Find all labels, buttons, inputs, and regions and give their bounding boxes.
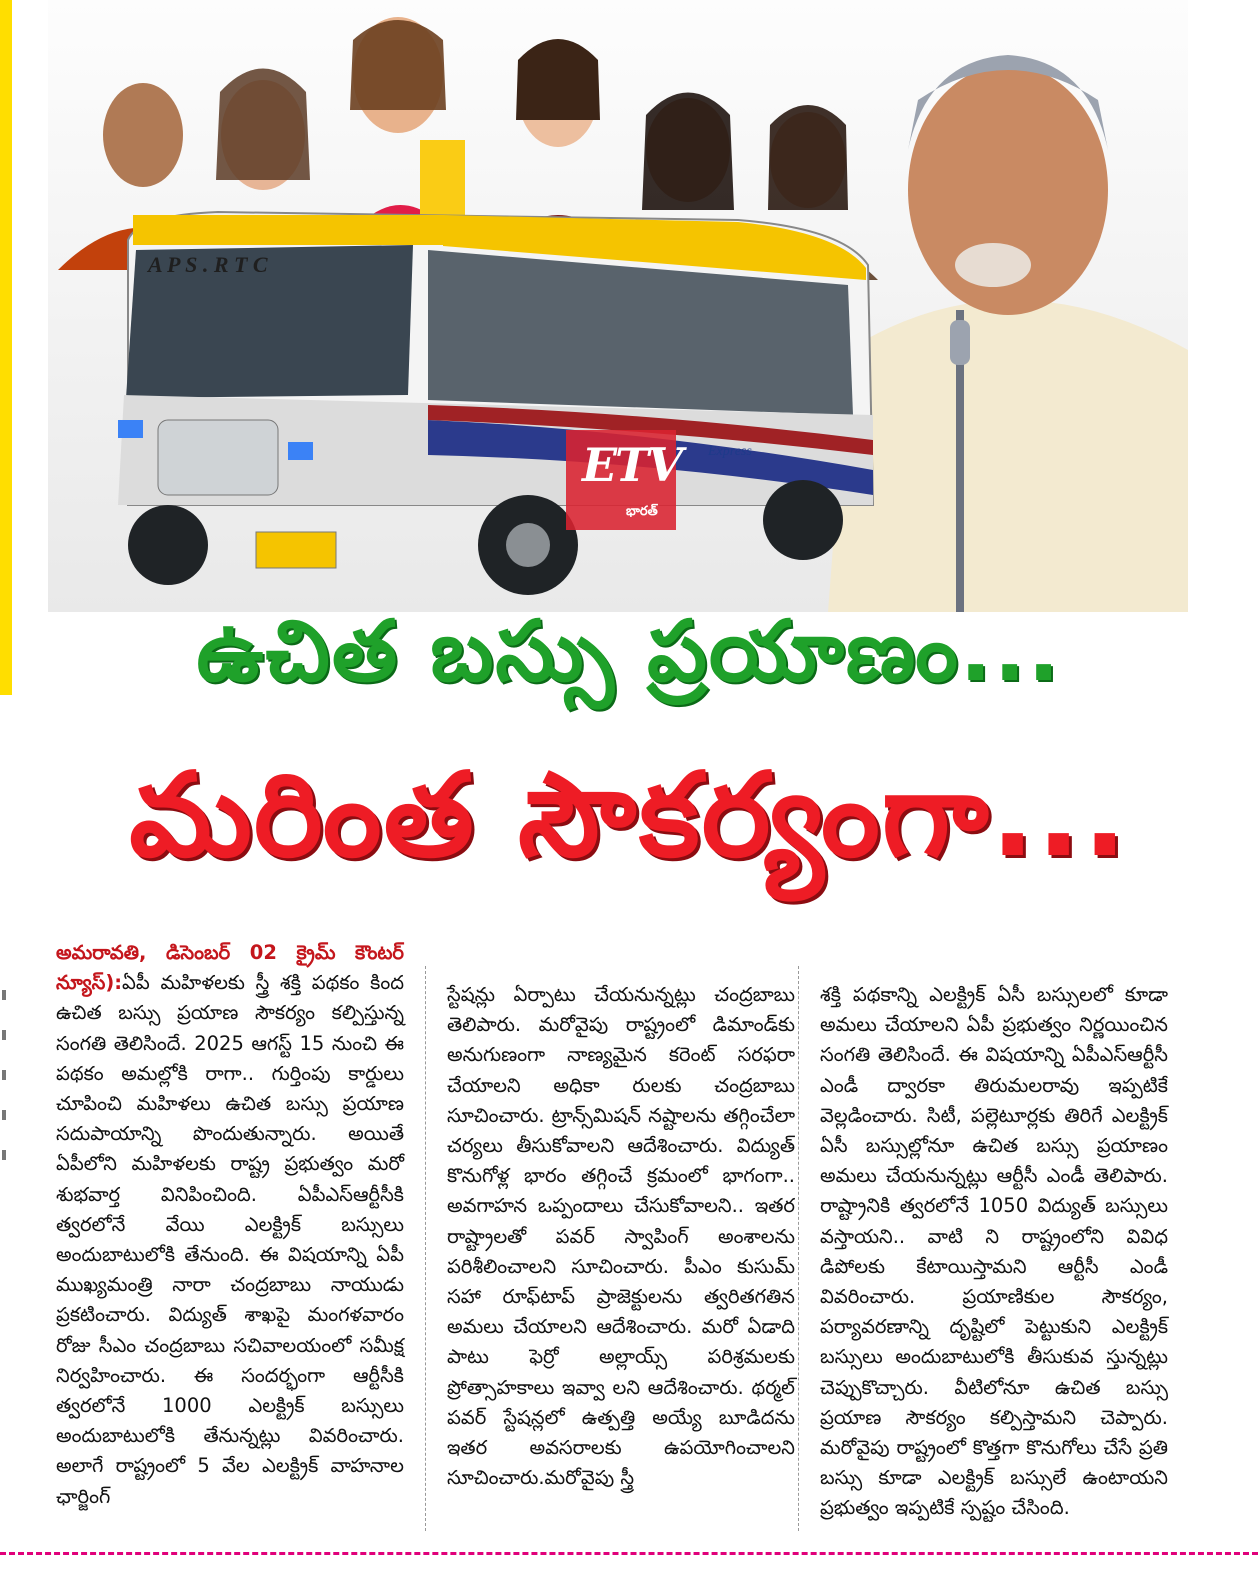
bus-side-label: Express — [708, 444, 752, 459]
article-column-1 — [56, 938, 404, 1512]
bus-destination-board: A P S . R T C — [148, 252, 268, 277]
article-text-col1: ఏపీ మహిళలకు స్త్రీ శక్తి పథకం కింద ఉచిత బస్సు ప్రయాణ సౌకర్యం కల్పిస్తున్న సంగతి తెలిసిందే. 2025 ఆగస్ట్ 15 నుంచి ఈ పథకం అమల్లోకి రాగా.. గుర్తింపు కార్డులు చూపించి మహిళలు ఉచిత బస్సు ప్రయాణ సదుపాయాన్ని పొందుతున్నారు. అయితే ఏపీలోని మహిళలకు రాష్ట్ర ప్రభుత్వం మరో శుభవార్త వినిపించింది. ఏపీఎస్ఆర్టీసీకి త్వరలోనే వేయి ఎలక్ట్రిక్ బస్సులు అందుబాటులోకి తేనుంది. ఈ విషయాన్ని ఏపీ ముఖ్యమంత్రి నారా చంద్రబాబు నాయుడు ప్రకటించారు. విద్యుత్ శాఖపై మంగళవారం రోజు సీఎం చంద్రబాబు సచివాలయంలో సమీక్ష నిర్వహించారు. ఈ సందర్భంగా ఆర్టీసీకి త్వరలోనే 1000 ఎలక్ట్రిక్ బస్సులు అందుబాటులోకి తేనున్నట్లు వివరించారు. అలాగే రాష్ట్రంలో 5 వేల ఎలక్ట్రిక్ వాహనాల ఛార్జింగ్ — [56, 971, 404, 1508]
etv-watermark — [566, 430, 681, 530]
bottom-dashed-rule — [0, 1552, 1258, 1555]
article-column-3 — [820, 980, 1168, 1524]
lead-photo — [48, 0, 1188, 612]
article-text-col3: శక్తి పథకాన్ని ఎలక్ట్రిక్ ఏసీ బస్సులలో కూడా అమలు చేయాలని ఏపీ ప్రభుత్వం నిర్ణయించిన సంగతి తెలిసిందే. ఈ విషయాన్ని ఏపీఎస్ఆర్టీసీ ఎండీ ద్వారకా తిరుమలరావు ఇప్పటికే వెల్లడించారు. సిటీ, పల్లెటూర్లకు తిరిగే ఎలక్ట్రిక్ ఏసీ బస్సుల్లోనూ ఉచిత బస్సు ప్రయాణం అమలు చేయనున్నట్లు ఆర్టీసీ ఎండీ తెలిపారు. రాష్ట్రానికి త్వరలోనే 1050 విద్యుత్ బస్సులు వస్తాయని.. వాటి ని రాష్ట్రంలోని వివిధ డిపోలకు కేటాయిస్తామని ఆర్టీసీ ఎండీ వివరించారు. ప్రయాణికుల సౌకర్యం, పర్యావరణాన్ని దృష్టిలో పెట్టుకుని ఎలక్ట్రిక్ బస్సులు అందుబాటులోకి తీసుకువ స్తున్నట్లు చెప్పుకొచ్చారు. వీటిలోనూ ఉచిత బస్సు ప్రయాణ సౌకర్యం కల్పిస్తామని చెప్పారు. మరోవైపు రాష్ట్రంలో కొత్తగా కొనుగోలు చేసే ప్రతి బస్సు కూడా ఎలక్ట్రిక్ బస్సులే ఉంటాయని ప్రభుత్వం ఇప్పటికే స్పష్టం చేసింది. — [820, 983, 1168, 1520]
headline-line2: మరింత సౌకర్యంగా... — [129, 748, 1129, 883]
article-body — [0, 938, 1258, 1543]
page-edge-marks — [0, 960, 8, 1480]
etv-logo: ETV — [582, 438, 681, 492]
leader-portrait — [828, 55, 1188, 612]
accent-strip — [0, 0, 12, 695]
article-column-2 — [447, 980, 795, 1493]
headline-line1: ఉచిత బస్సు ప్రయాణం... — [196, 602, 1062, 700]
etv-logo-sub: భారత్ — [626, 504, 658, 519]
article-dateline: అమరావతి, డిసెంబర్ 02 క్రైమ్ కౌంటర్ న్యూస్): — [56, 941, 404, 995]
article-text-col2: స్టేషన్లు ఏర్పాటు చేయనున్నట్లు చంద్రబాబు తెలిపారు. మరోవైపు రాష్ట్రంలో డిమాండ్‌కు అనుగుణంగా నాణ్యమైన కరెంట్ సరఫరా చేయాలని అధికా రులకు చంద్రబాబు సూచించారు. ట్రాన్స్‌మిషన్ నష్టాలను తగ్గించేలా చర్యలు తీసుకోవాలని ఆదేశించారు. విద్యుత్ కొనుగోళ్ల భారం తగ్గించే క్రమంలో భాగంగా.. అవగాహన ఒప్పందాలు చేసుకోవాలని.. ఇతర రాష్ట్రాలతో పవర్ స్వాపింగ్ అంశాలను పరిశీలించాలని సూచించారు. పీఎం కుసుమ్ సహా రూఫ్‌టాప్ ప్రాజెక్టులను త్వరితగతిన అమలు చేయాలని ఆదేశించారు. మరో ఏడాది పాటు ఫెర్రో అల్లాయ్స్ పరిశ్రమలకు ప్రోత్సాహకాలు ఇవ్వా లని ఆదేశించారు. థర్మల్ పవర్ స్టేషన్లలో ఉత్పత్తి అయ్యే బూడిదను ఇతర అవసరాలకు ఉపయోగించాలని సూచించారు.మరోవైపు స్త్రీ — [447, 983, 795, 1490]
